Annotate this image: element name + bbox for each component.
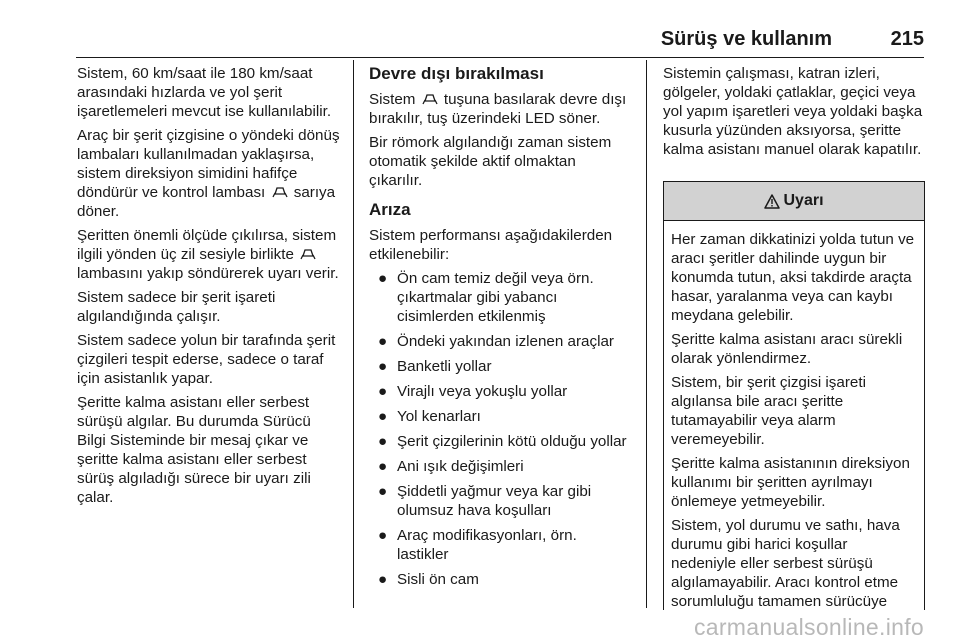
list-item-text: Sisli ön cam: [397, 571, 479, 588]
section-title: Sürüş ve kullanım: [660, 28, 832, 50]
list-item: [369, 432, 631, 451]
paragraph: Sistem performansı aşağıdakilerden etkilenebilir:: [369, 227, 613, 263]
lane-keep-assist-icon: [300, 247, 316, 260]
lane-keep-assist-icon: [272, 185, 288, 198]
paragraph: Sistem sadece bir şerit işareti algılandığında çalışır.: [77, 289, 276, 325]
warning-body: [664, 221, 924, 611]
list-item: [369, 482, 631, 520]
bullet-icon: ●: [378, 527, 388, 544]
bullet-icon: ●: [378, 408, 388, 425]
paragraph-text: Şeritten önemli ölçüde çıkılırsa, sistem ilgili yönden üç zil sesiyle birlikte: [77, 227, 337, 263]
list-item-text: Öndeki yakından izlenen araçlar: [397, 333, 614, 350]
list-item: [369, 382, 631, 401]
fault-heading: Arıza: [369, 200, 411, 219]
list-item-text: Şerit çizgilerinin kötü olduğu yollar: [397, 433, 627, 450]
list-item: [369, 357, 631, 376]
bullet-icon: ●: [378, 333, 388, 350]
column-3: [663, 64, 925, 164]
column-divider: [646, 60, 647, 608]
paragraph-text: sarıya döner.: [77, 184, 336, 220]
list-item-text: Ön cam temiz değil veya örn. çıkartmalar gibi yabancı cisimlerden etkilenmiş: [397, 270, 594, 325]
list-item: [369, 332, 631, 351]
list-item: [369, 457, 631, 476]
bullet-icon: ●: [378, 571, 388, 588]
list-item: [369, 269, 631, 326]
list-item-text: Ani ışık değişimleri: [397, 458, 524, 475]
bullet-icon: ●: [378, 433, 388, 450]
bullet-icon: ●: [378, 458, 388, 475]
bullet-icon: ●: [378, 270, 388, 287]
paragraph: Sistem, bir şerit çizgisi işareti algılansa bile aracı şeritte tutamayabilir veya alarm veremeyebilir.: [671, 374, 866, 448]
bullet-icon: ●: [378, 383, 388, 400]
paragraph: Sistemin çalışması, katran izleri, gölgeler, yoldaki çatlaklar, geçici veya yol yapım işaretleri veya yoldaki başka kusurla yüzünden aksıyorsa, şeritte kalma asistanı manuel olarak kapatılır.: [663, 65, 923, 158]
list-item-text: Yol kenarları: [397, 408, 481, 425]
column-1: [77, 64, 341, 512]
bullet-icon: ●: [378, 483, 388, 500]
paragraph: Sistem, yol durumu ve sathı, hava durumu gibi harici koşullar nedeniyle eller serbest sürüşü algılamayabilir. Aracı kontrol etme sorumluluğu tamamen sürücüye: [671, 517, 900, 610]
paragraph: [77, 126, 341, 221]
header-rule: [76, 57, 924, 58]
list-item: [369, 407, 631, 426]
paragraph: Şeritte kalma asistanı eller serbest sürüşü algılar. Bu durumda Sürücü Bilgi Sisteminde bir mesaj çıkar ve şeritte kalma asistanı eller serbest sürüş algıladığı sürece bir uyarı zili çalar.: [77, 394, 311, 506]
page-number: 215: [890, 28, 924, 50]
paragraph-text: Sistem: [369, 91, 416, 108]
deactivation-heading: Devre dışı bırakılması: [369, 64, 544, 83]
list-item: [369, 570, 631, 589]
fault-list: [369, 269, 631, 589]
warning-box: [663, 181, 925, 610]
list-item-text: Virajlı veya yokuşlu yollar: [397, 383, 568, 400]
paragraph: Sistem, 60 km/saat ile 180 km/saat arasındaki hızlarda ve yol şerit işaretlemeleri mevcut ise kullanılabilir.: [77, 65, 332, 120]
paragraph-text: lambasını yakıp söndürerek uyarı verir.: [77, 265, 339, 282]
paragraph: [77, 226, 341, 283]
warning-triangle-icon: [764, 194, 780, 209]
watermark: carmanualsonline.info: [693, 614, 924, 640]
paragraph: Şeritte kalma asistanı aracı sürekli olarak yönlendirmez.: [671, 331, 903, 367]
bullet-icon: ●: [378, 358, 388, 375]
paragraph: Bir römork algılandığı zaman sistem otomatik şekilde aktif olmaktan çıkarılır.: [369, 134, 612, 189]
paragraph: Sistem sadece yolun bir tarafında şerit çizgileri tespit ederse, sadece o taraf için asistanlık yapar.: [77, 332, 336, 387]
paragraph-text: tuşuna basılarak devre dışı bırakılır, tuş üzerindeki LED söner.: [369, 91, 627, 127]
warning-title: Uyarı: [783, 192, 824, 209]
paragraph: Şeritte kalma asistanının direksiyon kullanımı bir şeritten ayrılmayı önlemeye yetmeyebilir.: [671, 455, 910, 510]
column-divider: [353, 60, 354, 608]
paragraph-text: Araç bir şerit çizgisine o yöndeki dönüş lambaları kullanılmadan yaklaşırsa, sistem direksiyon simidini hafifçe döndürür ve kontrol lambası: [77, 127, 340, 201]
page-header: [0, 0, 960, 56]
warning-header: [664, 182, 924, 221]
column-2: [369, 64, 631, 595]
list-item-text: Banketli yollar: [397, 358, 492, 375]
list-item: [369, 526, 631, 564]
lane-keep-assist-icon: [422, 92, 438, 105]
paragraph: Her zaman dikkatinizi yolda tutun ve aracı şeritler dahilinde uygun bir konumda tutun, aksi takdirde araçta hasar, yaralanma veya can kaybı meydana gelebilir.: [671, 231, 915, 324]
list-item-text: Şiddetli yağmur veya kar gibi olumsuz hava koşulları: [397, 483, 592, 519]
list-item-text: Araç modifikasyonları, örn. lastikler: [397, 527, 577, 563]
paragraph: [369, 90, 631, 128]
